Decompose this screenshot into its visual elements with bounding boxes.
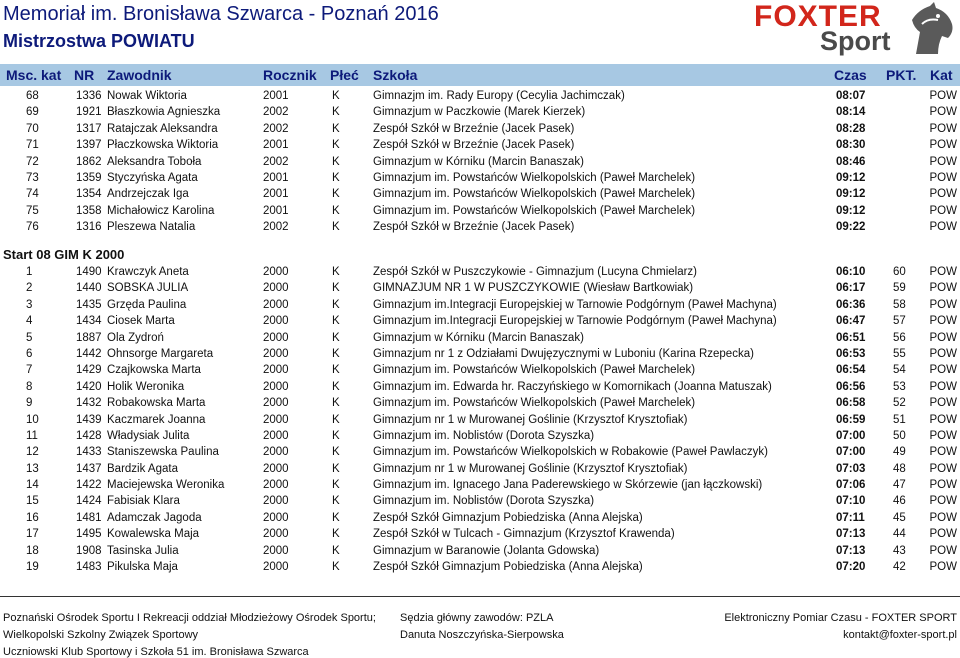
cell-nr: 1359 [76, 171, 102, 184]
cell-kat: POW [929, 188, 957, 201]
cell-school: Gimnazjum nr 1 z Odziałami Dwujęzycznymi w Luboniu (Karina Rzepecka) [373, 347, 754, 360]
cell-sex: K [332, 364, 340, 377]
cell-nr: 1428 [76, 429, 102, 442]
cell-sex: K [332, 171, 340, 184]
cell-nr: 1442 [76, 347, 102, 360]
cell-nr: 1358 [76, 204, 102, 217]
footer-middle-line-1: Sędzia główny zawodów: PZLA [400, 612, 554, 624]
cell-year: 2001 [263, 204, 289, 217]
cell-msc: 9 [26, 397, 33, 410]
cell-time: 06:47 [836, 315, 866, 328]
cell-sex: K [332, 106, 340, 119]
cell-pkt: 54 [893, 364, 906, 377]
cell-school: Zespół Szkół w Tulcach - Gimnazjum (Krzysztof Krawenda) [373, 528, 675, 541]
cell-time: 06:17 [836, 282, 866, 295]
cell-pkt: 60 [893, 266, 906, 278]
cell-pkt: 53 [893, 380, 906, 393]
cell-msc: 73 [26, 171, 39, 184]
cell-sex: K [332, 413, 340, 426]
cell-pkt: 58 [893, 298, 906, 311]
table-row [0, 413, 960, 429]
cell-year: 2001 [263, 188, 289, 201]
cell-school: Zespół Szkół w Puszczykowie - Gimnazjum (Lucyna Chmielarz) [373, 266, 698, 278]
cell-time: 08:07 [836, 90, 866, 102]
cell-sex: K [332, 495, 340, 508]
cell-year: 2000 [263, 462, 289, 475]
cell-school: Gimnazjm im. Rady Europy (Cecylia Jachimczak) [373, 90, 625, 102]
cell-time: 09:12 [836, 188, 866, 201]
cell-msc: 18 [26, 544, 39, 557]
cell-nr: 1432 [76, 397, 102, 410]
cell-nr: 1429 [76, 364, 102, 377]
page-subtitle: Mistrzostwa POWIATU [3, 31, 195, 51]
cell-msc: 14 [26, 479, 39, 492]
cell-time: 06:58 [836, 397, 866, 410]
cell-year: 2000 [263, 446, 289, 459]
cell-msc: 8 [26, 380, 33, 393]
cell-school: GIMNAZJUM NR 1 W PUSZCZYKOWIE (Wiesław Bartkowiak) [373, 282, 694, 295]
cell-pkt: 45 [893, 511, 906, 524]
cell-school: Gimnazjum nr 1 w Murowanej Goślinie (Krzysztof Krysztofiak) [373, 413, 688, 426]
cell-nr: 1433 [76, 446, 102, 459]
cell-name: Płaczkowska Wiktoria [107, 139, 219, 152]
cell-school: Gimnazjum im. Edwarda hr. Raczyńskiego w Komornikach (Joanna Matuszak) [373, 380, 772, 393]
cell-sex: K [332, 282, 340, 295]
horse-head-icon [898, 2, 958, 56]
cell-msc: 71 [26, 139, 39, 152]
table-row [0, 281, 960, 297]
cell-nr: 1495 [76, 528, 102, 541]
cell-kat: POW [929, 331, 957, 344]
cell-sex: K [332, 188, 340, 201]
cell-school: Gimnazjum im. Powstańców Wielkopolskich (Paweł Marchelek) [373, 364, 696, 377]
cell-msc: 10 [26, 413, 39, 426]
cell-kat: POW [929, 429, 957, 442]
table-row [0, 396, 960, 412]
cell-year: 2000 [263, 266, 289, 278]
cell-pkt: 57 [893, 315, 906, 328]
cell-kat: POW [929, 282, 957, 295]
cell-time: 06:10 [836, 266, 866, 278]
cell-name: Tasinska Julia [107, 544, 179, 557]
cell-msc: 2 [26, 282, 33, 295]
cell-time: 07:06 [836, 479, 866, 492]
cell-name: Ohnsorge Margareta [107, 347, 214, 360]
cell-year: 2000 [263, 347, 289, 360]
cell-name: SOBSKA JULIA [107, 282, 189, 295]
cell-year: 2002 [263, 106, 289, 119]
cell-sex: K [332, 544, 340, 557]
cell-msc: 16 [26, 511, 39, 524]
cell-pkt: 51 [893, 413, 906, 426]
logo-text-sport: Sport [820, 26, 891, 56]
cell-nr: 1490 [76, 266, 102, 278]
cell-name: Fabisiak Klara [107, 495, 180, 508]
cell-kat: POW [929, 511, 957, 524]
cell-year: 2001 [263, 171, 289, 184]
cell-sex: K [332, 511, 340, 524]
cell-year: 2000 [263, 315, 289, 328]
cell-msc: 12 [26, 446, 39, 459]
section-title: Start 08 GIM K 2000 [3, 247, 125, 262]
cell-school: Zespół Szkół Gimnazjum Pobiedziska (Anna Alejska) [373, 511, 643, 524]
cell-time: 08:28 [836, 122, 866, 135]
cell-kat: POW [929, 122, 957, 135]
cell-nr: 1483 [76, 561, 102, 574]
cell-year: 2000 [263, 429, 289, 442]
cell-name: Andrzejczak Iga [107, 188, 189, 201]
cell-sex: K [332, 479, 340, 492]
cell-year: 2000 [263, 364, 289, 377]
cell-year: 2000 [263, 495, 289, 508]
table-row [0, 527, 960, 543]
cell-kat: POW [929, 495, 957, 508]
cell-name: Ciosek Marta [107, 315, 175, 328]
cell-nr: 1435 [76, 298, 102, 311]
cell-year: 2000 [263, 511, 289, 524]
cell-pkt: 49 [893, 446, 906, 459]
cell-pkt: 48 [893, 462, 906, 475]
cell-name: Kowalewska Maja [107, 528, 200, 541]
cell-pkt: 50 [893, 429, 906, 442]
cell-year: 2001 [263, 139, 289, 152]
cell-school: Gimnazjum w Paczkowie (Marek Kierzek) [373, 106, 586, 119]
table-row [0, 494, 960, 510]
cell-kat: POW [929, 561, 957, 574]
cell-name: Błaszkowia Agnieszka [107, 106, 221, 119]
footer-right-line-1: Elektroniczny Pomiar Czasu - FOXTER SPORT [724, 612, 957, 624]
cell-nr: 1422 [76, 479, 102, 492]
cell-msc: 17 [26, 528, 39, 541]
cell-school: Gimnazjum im. Ignacego Jana Paderewskiego w Skórzewie (jan łączkowski) [373, 479, 763, 492]
cell-sex: K [332, 90, 340, 102]
cell-year: 2000 [263, 298, 289, 311]
cell-sex: K [332, 462, 340, 475]
cell-name: Kaczmarek Joanna [107, 413, 206, 426]
cell-name: Robakowska Marta [107, 397, 206, 410]
cell-sex: K [332, 221, 340, 234]
cell-school: Gimnazjum im.Integracji Europejskiej w Tarnowie Podgórnym (Paweł Machyna) [373, 315, 777, 328]
cell-msc: 19 [26, 561, 39, 574]
cell-sex: K [332, 298, 340, 311]
cell-kat: POW [929, 204, 957, 217]
cell-msc: 75 [26, 204, 39, 217]
cell-year: 2000 [263, 561, 289, 574]
table-row [0, 122, 960, 138]
cell-school: Gimnazjum w Kórniku (Marcin Banaszak) [373, 155, 584, 168]
cell-time: 09:12 [836, 171, 866, 184]
cell-nr: 1336 [76, 90, 102, 102]
cell-sex: K [332, 561, 340, 574]
cell-sex: K [332, 139, 340, 152]
results-table-section-1 [0, 89, 960, 237]
cell-kat: POW [929, 364, 957, 377]
cell-kat: POW [929, 380, 957, 393]
cell-time: 06:36 [836, 298, 866, 311]
cell-nr: 1424 [76, 495, 102, 508]
cell-nr: 1862 [76, 155, 102, 168]
col-nr-header: NR [74, 67, 95, 83]
cell-kat: POW [929, 298, 957, 311]
cell-year: 2000 [263, 331, 289, 344]
cell-kat: POW [929, 446, 957, 459]
col-plec-header: Płeć [330, 67, 359, 83]
cell-year: 2000 [263, 380, 289, 393]
col-rocznik-header: Rocznik [263, 67, 317, 83]
cell-time: 06:51 [836, 331, 866, 344]
cell-school: Zespół Szkół w Brzeźnie (Jacek Pasek) [373, 122, 575, 135]
cell-name: Staniszewska Paulina [107, 446, 219, 459]
cell-time: 07:20 [836, 561, 866, 574]
cell-sex: K [332, 528, 340, 541]
cell-sex: K [332, 122, 340, 135]
cell-time: 09:12 [836, 204, 866, 217]
cell-year: 2000 [263, 282, 289, 295]
cell-name: Władysiak Julita [107, 429, 190, 442]
cell-pkt: 43 [893, 544, 906, 557]
cell-nr: 1354 [76, 188, 102, 201]
table-row [0, 204, 960, 220]
table-row [0, 314, 960, 330]
table-row [0, 445, 960, 461]
table-row [0, 187, 960, 203]
cell-msc: 70 [26, 122, 39, 135]
cell-sex: K [332, 204, 340, 217]
cell-kat: POW [929, 347, 957, 360]
cell-school: Gimnazjum im. Powstańców Wielkopolskich (Paweł Marchelek) [373, 204, 696, 217]
cell-nr: 1316 [76, 221, 102, 234]
footer-divider [0, 596, 960, 597]
cell-time: 07:13 [836, 528, 866, 541]
cell-msc: 6 [26, 347, 33, 360]
table-row [0, 171, 960, 187]
table-row [0, 429, 960, 445]
logo-text-foxter: FOXTER [754, 0, 882, 33]
cell-msc: 76 [26, 221, 39, 234]
cell-name: Pleszewa Natalia [107, 221, 196, 234]
cell-school: Gimnazjum nr 1 w Murowanej Goślinie (Krzysztof Krysztofiak) [373, 462, 688, 475]
cell-kat: POW [929, 544, 957, 557]
col-pkt-header: PKT. [886, 67, 917, 83]
table-row [0, 105, 960, 121]
cell-year: 2002 [263, 155, 289, 168]
cell-pkt: 47 [893, 479, 906, 492]
cell-year: 2000 [263, 544, 289, 557]
cell-nr: 1887 [76, 331, 102, 344]
cell-name: Pikulska Maja [107, 561, 178, 574]
cell-name: Adamczak Jagoda [107, 511, 202, 524]
cell-year: 2000 [263, 397, 289, 410]
table-row [0, 380, 960, 396]
footer-right-contact: kontakt@foxter-sport.pl [843, 629, 957, 641]
cell-msc: 11 [26, 429, 38, 442]
cell-time: 06:59 [836, 413, 866, 426]
table-row [0, 560, 960, 576]
cell-school: Gimnazjum im. Noblistów (Dorota Szyszka) [373, 495, 595, 508]
cell-kat: POW [929, 90, 957, 102]
cell-school: Zespół Szkół Gimnazjum Pobiedziska (Anna Alejska) [373, 561, 643, 574]
cell-nr: 1921 [76, 106, 102, 119]
cell-school: Gimnazjum im. Noblistów (Dorota Szyszka) [373, 429, 595, 442]
cell-school: Gimnazjum im. Powstańców Wielkopolskich (Paweł Marchelek) [373, 397, 696, 410]
cell-name: Krawczyk Aneta [107, 266, 189, 278]
footer-middle-line-2: Danuta Noszczyńska-Sierpowska [400, 629, 564, 641]
cell-year: 2002 [263, 221, 289, 234]
cell-sex: K [332, 446, 340, 459]
cell-msc: 68 [26, 90, 39, 102]
table-row [0, 89, 960, 105]
cell-time: 07:11 [836, 511, 865, 524]
cell-name: Ola Zydroń [107, 331, 164, 344]
cell-time: 07:13 [836, 544, 866, 557]
cell-pkt: 44 [893, 528, 906, 541]
cell-pkt: 42 [893, 561, 906, 574]
cell-time: 06:54 [836, 364, 866, 377]
table-row [0, 363, 960, 379]
cell-kat: POW [929, 266, 957, 278]
cell-pkt: 59 [893, 282, 906, 295]
cell-nr: 1397 [76, 139, 102, 152]
cell-msc: 7 [26, 364, 33, 377]
cell-time: 07:03 [836, 462, 866, 475]
cell-kat: POW [929, 413, 957, 426]
cell-sex: K [332, 380, 340, 393]
cell-sex: K [332, 155, 340, 168]
cell-nr: 1481 [76, 511, 102, 524]
table-header [0, 64, 960, 86]
cell-name: Holik Weronika [107, 380, 185, 393]
cell-kat: POW [929, 462, 957, 475]
table-row [0, 511, 960, 527]
cell-time: 08:30 [836, 139, 866, 152]
table-row [0, 138, 960, 154]
cell-msc: 3 [26, 298, 33, 311]
table-row [0, 298, 960, 314]
table-row [0, 265, 960, 281]
footer-left-line-3: Uczniowski Klub Sportowy i Szkoła 51 im. Bronisława Szwarca [3, 646, 309, 658]
cell-sex: K [332, 429, 340, 442]
col-kat-header: Kat [930, 67, 953, 83]
foxter-logo [752, 2, 958, 56]
cell-school: Gimnazjum im. Powstańców Wielkopolskich (Paweł Marchelek) [373, 171, 696, 184]
cell-kat: POW [929, 139, 957, 152]
cell-sex: K [332, 397, 340, 410]
col-czas-header: Czas [834, 67, 867, 83]
cell-name: Styczyńska Agata [107, 171, 198, 184]
footer-left-line-1: Poznański Ośrodek Sportu I Rekreacji oddział Młodzieżowy Ośrodek Sportu; [3, 612, 376, 624]
cell-sex: K [332, 347, 340, 360]
cell-pkt: 56 [893, 331, 906, 344]
cell-msc: 4 [26, 315, 33, 328]
cell-pkt: 55 [893, 347, 906, 360]
cell-school: Gimnazjum im. Powstańców Wielkopolskich w Robakowie (Paweł Pawlaczyk) [373, 446, 768, 459]
cell-msc: 13 [26, 462, 39, 475]
table-row [0, 544, 960, 560]
cell-kat: POW [929, 397, 957, 410]
cell-school: Gimnazjum im.Integracji Europejskiej w Tarnowie Podgórnym (Paweł Machyna) [373, 298, 777, 311]
cell-sex: K [332, 266, 340, 278]
cell-kat: POW [929, 315, 957, 328]
cell-msc: 5 [26, 331, 33, 344]
cell-msc: 1 [26, 266, 33, 278]
cell-name: Aleksandra Toboła [107, 155, 202, 168]
cell-school: Zespół Szkół w Brzeźnie (Jacek Pasek) [373, 139, 575, 152]
cell-kat: POW [929, 171, 957, 184]
cell-msc: 69 [26, 106, 39, 119]
cell-msc: 74 [26, 188, 39, 201]
cell-nr: 1420 [76, 380, 102, 393]
cell-kat: POW [929, 155, 957, 168]
cell-time: 07:10 [836, 495, 866, 508]
cell-year: 2002 [263, 122, 289, 135]
cell-name: Grzęda Paulina [107, 298, 187, 311]
cell-time: 08:14 [836, 106, 866, 119]
cell-school: Zespół Szkół w Brzeźnie (Jacek Pasek) [373, 221, 575, 234]
table-row [0, 331, 960, 347]
cell-name: Czajkowska Marta [107, 364, 201, 377]
cell-nr: 1317 [76, 122, 102, 135]
cell-nr: 1908 [76, 544, 102, 557]
cell-msc: 15 [26, 495, 39, 508]
cell-nr: 1440 [76, 282, 102, 295]
cell-kat: POW [929, 479, 957, 492]
results-table-section-2 [0, 265, 960, 576]
cell-msc: 72 [26, 155, 39, 168]
col-zawodnik-header: Zawodnik [107, 67, 172, 83]
cell-nr: 1434 [76, 315, 102, 328]
cell-pkt: 52 [893, 397, 906, 410]
cell-pkt: 46 [893, 495, 906, 508]
cell-school: Gimnazjum im. Powstańców Wielkopolskich (Paweł Marchelek) [373, 188, 696, 201]
cell-name: Ratajczak Aleksandra [107, 122, 218, 135]
col-szkola-header: Szkoła [373, 67, 418, 83]
cell-kat: POW [929, 528, 957, 541]
col-msc-header: Msc. kat [6, 67, 62, 83]
cell-sex: K [332, 331, 340, 344]
cell-time: 06:56 [836, 380, 866, 393]
table-row [0, 478, 960, 494]
cell-time: 07:00 [836, 429, 866, 442]
table-row [0, 220, 960, 236]
cell-year: 2001 [263, 90, 289, 102]
footer-left-line-2: Wielkopolski Szkolny Związek Sportowy [3, 629, 199, 641]
cell-time: 06:53 [836, 347, 866, 360]
cell-year: 2000 [263, 479, 289, 492]
cell-kat: POW [929, 221, 957, 234]
cell-year: 2000 [263, 528, 289, 541]
table-row [0, 347, 960, 363]
cell-nr: 1437 [76, 462, 102, 475]
cell-name: Michałowicz Karolina [107, 204, 215, 217]
cell-name: Bardzik Agata [107, 462, 178, 475]
page-title: Memoriał im. Bronisława Szwarca - Poznań 2016 [3, 3, 439, 25]
cell-kat: POW [929, 106, 957, 119]
cell-school: Gimnazjum w Baranowie (Jolanta Gdowska) [373, 544, 600, 557]
cell-time: 07:00 [836, 446, 866, 459]
cell-school: Gimnazjum w Kórniku (Marcin Banaszak) [373, 331, 584, 344]
cell-time: 08:46 [836, 155, 866, 168]
cell-time: 09:22 [836, 221, 866, 234]
table-row [0, 462, 960, 478]
cell-sex: K [332, 315, 340, 328]
cell-name: Maciejewska Weronika [107, 479, 225, 492]
cell-nr: 1439 [76, 413, 102, 426]
cell-name: Nowak Wiktoria [107, 90, 187, 102]
cell-year: 2000 [263, 413, 289, 426]
table-row [0, 155, 960, 171]
